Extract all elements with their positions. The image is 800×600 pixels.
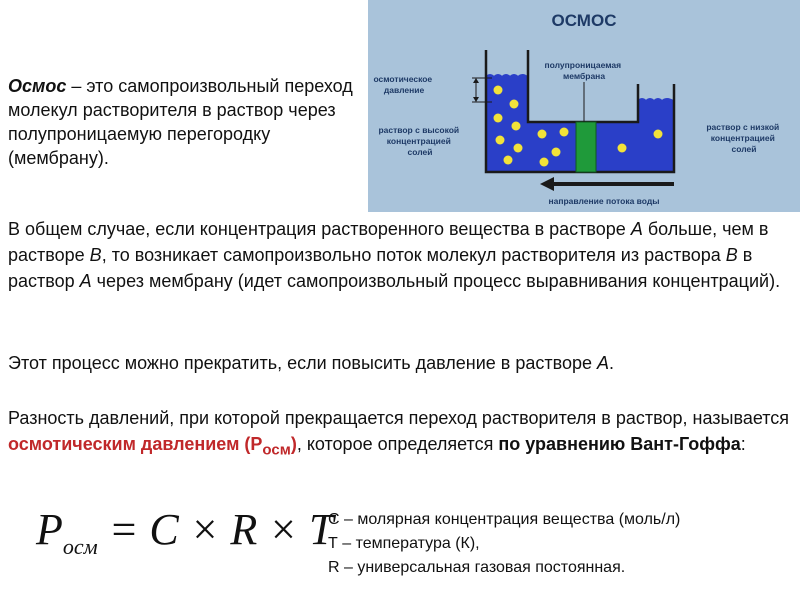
particle xyxy=(510,100,519,109)
legend-r: R – универсальная газовая постоянная. xyxy=(328,559,626,576)
formula-legend xyxy=(328,508,680,580)
text-fragment: Этот процесс можно прекратить, если повысить давление в растворе xyxy=(8,353,598,373)
osmotic-pressure-term xyxy=(8,434,297,459)
left-label-line3: солей xyxy=(407,147,433,157)
diagram-title: ОСМОС xyxy=(551,11,617,30)
text-fragment: больше, чем в растворе xyxy=(8,219,769,265)
solution-a: А xyxy=(79,271,92,291)
osmotic-pressure-paragraph xyxy=(8,405,794,464)
particle xyxy=(654,130,663,139)
membrane xyxy=(576,122,596,172)
right-label-line2: концентрацией xyxy=(710,133,775,143)
particle xyxy=(496,136,505,145)
right-label-line3: солей xyxy=(731,144,757,154)
flow-label: направление потока воды xyxy=(548,196,660,206)
pressure-label-line2: давление xyxy=(383,85,425,95)
particle xyxy=(618,144,627,153)
osmosis-definition-text: – это самопроизвольный переход молекул растворителя в раствор через полупроницаемую перегородку (мембрану). xyxy=(8,76,353,168)
pressure-label-line1: осмотическое xyxy=(373,74,433,84)
stop-process-paragraph xyxy=(8,350,794,376)
particle xyxy=(514,144,523,153)
solution-b: В xyxy=(725,245,738,265)
particle xyxy=(494,114,503,123)
term-text: осмотическим давлением (Р xyxy=(8,434,263,454)
osmosis-diagram xyxy=(368,0,800,212)
solution-b: В xyxy=(89,245,102,265)
vant-hoff-formula xyxy=(36,504,333,573)
text-fragment: : xyxy=(740,434,746,454)
text-fragment: , которое определяется xyxy=(296,434,499,454)
solution-a: А xyxy=(630,219,643,239)
solution-a: А xyxy=(597,353,610,373)
text-fragment: в раствор xyxy=(8,245,753,291)
left-label-line1: раствор с высокой xyxy=(378,125,460,135)
text-fragment: Разность давлений, при которой прекращается переход растворителя в раствор, называется xyxy=(8,408,790,428)
formula-subscript: осм xyxy=(62,534,98,559)
particle xyxy=(504,156,513,165)
particle xyxy=(552,148,561,157)
svg-text:полупроницаемая мембрана xyxy=(545,60,624,81)
formula-rhs: = C × R × T xyxy=(97,505,334,554)
formula-p: P xyxy=(36,505,63,554)
text-fragment: , то возникает самопроизвольно поток молекул растворителя из раствора xyxy=(101,245,726,265)
term-subscript: осм xyxy=(262,441,291,459)
osmosis-definition xyxy=(8,74,360,170)
legend-t: Т – температура (К), xyxy=(328,535,480,552)
text-fragment: . xyxy=(609,353,615,373)
term-end: ) xyxy=(290,434,297,454)
vant-hoff-law: по уравнению Вант-Гоффа xyxy=(498,434,741,454)
left-label-line2: концентрацией xyxy=(386,136,451,146)
svg-text:раствор с высокой концен xyxy=(378,125,461,157)
svg-text:осмотическое давление xyxy=(373,74,434,95)
concentration-paragraph xyxy=(8,216,794,294)
right-label-line1: раствор с низкой xyxy=(706,122,780,132)
particle xyxy=(538,130,547,139)
osmosis-term: Осмос xyxy=(8,76,67,96)
particle xyxy=(512,122,521,131)
text-fragment: через мембрану (идет самопроизвольный процесс выравнивания концентраций). xyxy=(91,271,781,291)
text-fragment: В общем случае, если концентрация растворенного вещества в растворе xyxy=(8,219,631,239)
svg-text:раствор с низкой концент xyxy=(706,122,781,154)
legend-c: С – молярная концентрация вещества (моль/л) xyxy=(328,511,681,528)
membrane-label-line1: полупроницаемая xyxy=(544,60,622,70)
particle xyxy=(540,158,549,167)
particle xyxy=(560,128,569,137)
membrane-label-line2: мембрана xyxy=(562,71,606,81)
particle xyxy=(494,86,503,95)
